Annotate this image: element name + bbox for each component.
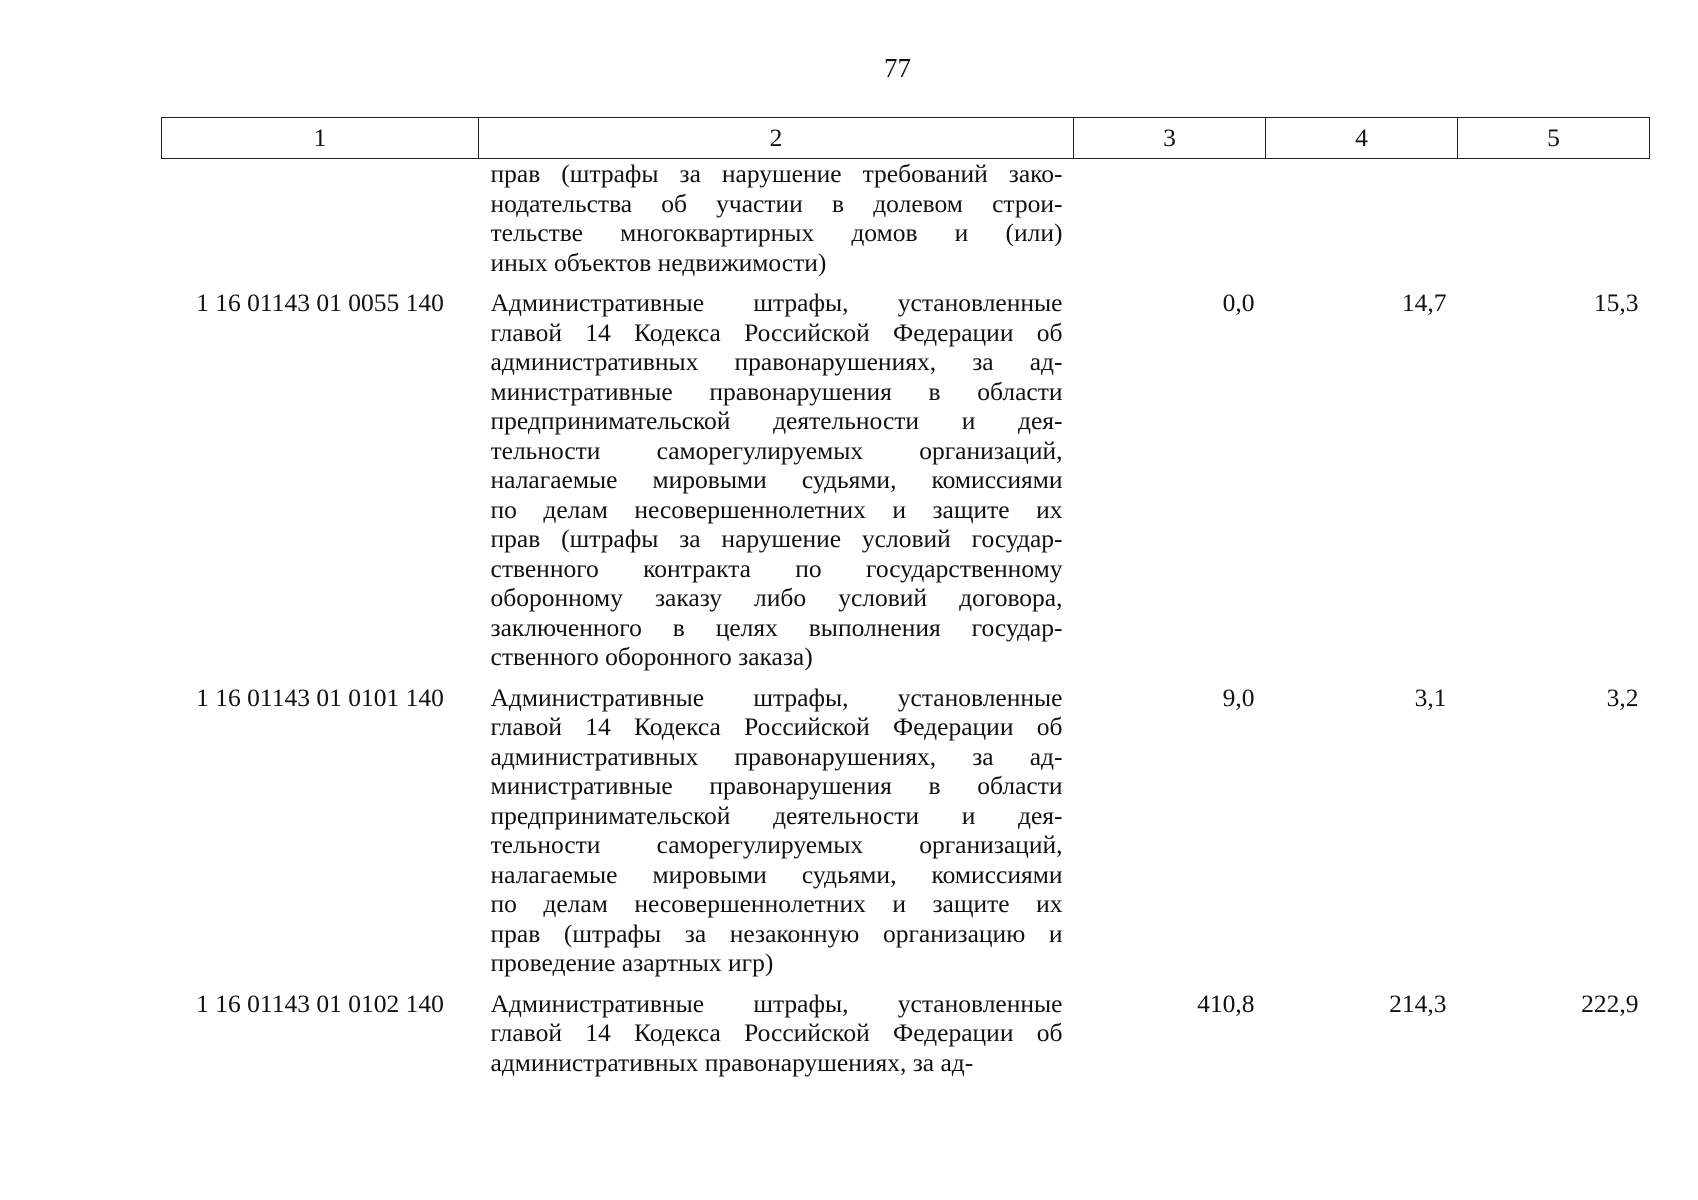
description-line: иных объектов недвижимости) [490, 247, 827, 277]
row-description [479, 982, 1074, 1082]
header-cell-1: 1 [162, 118, 479, 159]
description-line: прав (штрафы за нарушение условий государ- [490, 524, 1063, 553]
row-value-col4: 214,3 [1389, 988, 1447, 1018]
row-description [479, 676, 1074, 982]
description-line: главой 14 Кодекса Российской Федерации об [490, 317, 1063, 347]
description-line: административных правонарушениях, за ад- [490, 1047, 974, 1077]
table-body [162, 159, 1650, 1082]
row-value-col3 [1074, 159, 1266, 282]
row-value-col5: 3,2 [1606, 682, 1639, 712]
row-value-col5: 15,3 [1593, 288, 1639, 317]
description-line: тельности саморегулируемых организаций, [490, 435, 1063, 465]
header-row [162, 118, 1650, 159]
row-description [479, 159, 1074, 282]
row-value-col3: 410,8 [1197, 988, 1255, 1018]
row-description [479, 281, 1074, 676]
header-cell-5: 5 [1458, 118, 1650, 159]
table-row [162, 982, 1650, 1082]
budget-table [161, 117, 1650, 1081]
description-line: главой 14 Кодекса Российской Федерации об [490, 712, 1063, 741]
description-line: ственного оборонного заказа) [490, 642, 813, 671]
row-value-col5 [1458, 159, 1650, 282]
description-line: тельности саморегулируемых организаций, [490, 830, 1063, 859]
description-line: административных правонарушениях, за ад- [490, 347, 1063, 376]
description-line: нодательства об участии в долевом строи- [490, 188, 1063, 218]
description-line: главой 14 Кодекса Российской Федерации об [490, 1018, 1063, 1047]
row-value-col5: 222,9 [1581, 988, 1639, 1018]
description-line: предпринимательской деятельности и дея- [490, 406, 1063, 435]
row-value-col4: 3,1 [1414, 682, 1447, 712]
row-code: 1 16 01143 01 0101 140 [196, 682, 444, 712]
table-row [162, 676, 1650, 982]
row-code: 1 16 01143 01 0055 140 [196, 288, 444, 317]
description-line: по делам несовершеннолетних и защите их [490, 889, 1063, 918]
header-cell-3: 3 [1074, 118, 1266, 159]
description-line: ственного контракта по государственному [490, 553, 1063, 583]
description-line: Административные штрафы, установленные [490, 288, 1063, 317]
header-cell-4: 4 [1266, 118, 1458, 159]
table-row [162, 159, 1650, 282]
description-line: проведение азартных игр) [490, 948, 774, 977]
description-line: Административные штрафы, установленные [490, 988, 1063, 1018]
row-value-col3: 9,0 [1222, 682, 1255, 712]
description-line: Административные штрафы, установленные [490, 682, 1063, 712]
description-line: тельстве многоквартирных домов и (или) [490, 218, 1063, 247]
table-row [162, 281, 1650, 676]
row-value-col4: 14,7 [1401, 288, 1447, 317]
description-line: заключенного в целях выполнения государ- [490, 612, 1063, 642]
description-line: министративные правонарушения в области [490, 771, 1063, 800]
description-line: по делам несовершеннолетних и защите их [490, 494, 1063, 524]
description-line: прав (штрафы за нарушение требований зако- [490, 159, 1063, 188]
row-code: 1 16 01143 01 0102 140 [196, 988, 444, 1018]
description-line: административных правонарушениях, за ад- [490, 741, 1063, 771]
page-number: 77 [884, 53, 911, 83]
description-line: предпринимательской деятельности и дея- [490, 800, 1063, 830]
description-line: министративные правонарушения в области [490, 376, 1063, 406]
row-value-col4 [1266, 159, 1458, 282]
description-line: налагаемые мировыми судьями, комиссиями [490, 859, 1063, 889]
row-code [162, 159, 479, 282]
description-line: оборонному заказу либо условий договора, [490, 583, 1063, 612]
description-line: прав (штрафы за незаконную организацию и [490, 918, 1063, 948]
row-value-col3: 0,0 [1222, 288, 1255, 317]
header-cell-2: 2 [479, 118, 1074, 159]
description-line: налагаемые мировыми судьями, комиссиями [490, 465, 1063, 494]
